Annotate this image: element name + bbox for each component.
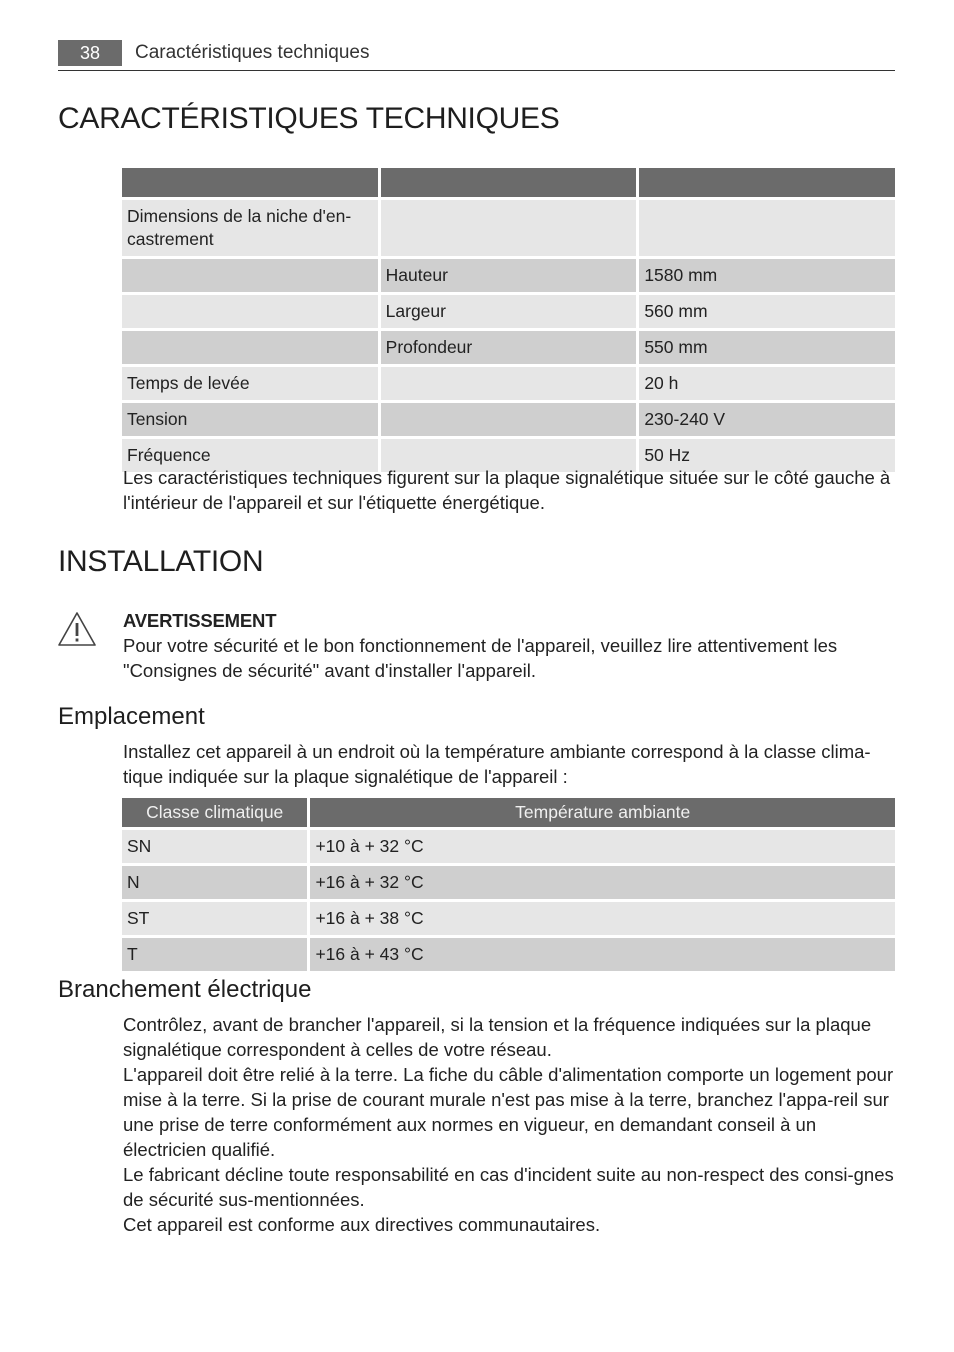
climate-header-temperature: Température ambiante: [310, 798, 895, 827]
table-row: [122, 200, 895, 256]
branchement-text: [123, 1012, 895, 1237]
table-row: [122, 331, 895, 364]
spec-value: 550 mm: [639, 331, 895, 364]
spec-value: 230-240 V: [639, 403, 895, 436]
climate-table-header: [122, 798, 895, 827]
specs-header-cell: [381, 168, 637, 197]
table-row: [122, 295, 895, 328]
subsection-title-emplacement: Emplacement: [58, 703, 205, 730]
specs-header-cell: [122, 168, 378, 197]
table-row: [122, 830, 895, 863]
branchement-paragraph: Cet appareil est conforme aux directives communautaires.: [123, 1214, 601, 1235]
specs-note: Les caractéristiques techniques figurent sur la plaque signalétique située sur le côté gauche à l'intérieur de l'appareil et sur l'étiquette énergétique.: [123, 467, 891, 513]
climate-class: ST: [122, 902, 307, 935]
specs-header-cell: [639, 168, 895, 197]
spec-label: Dimensions de la niche d'en- castrement: [122, 200, 378, 256]
branchement-paragraph: Le fabricant décline toute responsabilité en cas d'incident suite au non-respect des consi-gnes de sécurité sus-mentionnées.: [123, 1164, 894, 1210]
header-rule: [58, 70, 895, 71]
climate-class: SN: [122, 830, 307, 863]
spec-value: 560 mm: [639, 295, 895, 328]
spec-value: [639, 200, 895, 256]
table-row: [122, 938, 895, 971]
spec-value: 50 Hz: [639, 439, 895, 472]
spec-label: [122, 259, 378, 292]
spec-sublabel: [381, 403, 637, 436]
spec-sublabel: [381, 200, 637, 256]
spec-sublabel: Largeur: [381, 295, 637, 328]
climate-class: N: [122, 866, 307, 899]
spec-label: [122, 295, 378, 328]
emplacement-text: Installez cet appareil à un endroit où la température ambiante correspond à la classe clima-tique indiquée sur la plaque signalétique de l'appareil :: [123, 741, 871, 787]
branchement-paragraph: Contrôlez, avant de brancher l'appareil, si la tension et la fréquence indiquées sur la plaque signalétique correspondent à celles de votre réseau.: [123, 1014, 872, 1060]
spec-label: Temps de levée: [122, 367, 378, 400]
warning-text: Pour votre sécurité et le bon fonctionnement de l'appareil, veuillez lire attentivement les "Consignes de sécurité" avant d'installer l'appareil.: [123, 635, 838, 681]
table-row: [122, 403, 895, 436]
branchement-paragraph: L'appareil doit être relié à la terre. La fiche du câble d'alimentation comporte un logement pour mise à la terre. Si la prise de courant murale n'est pas mise à la terre, branchez l'appa-reil sur une prise de terre conformément aux normes en vigueur, en demandant conseil à un électricien qualifié.: [123, 1064, 894, 1160]
climate-temperature: +16 à + 43 °C: [310, 938, 895, 971]
climate-header-class: Classe climatique: [122, 798, 307, 827]
spec-value: 20 h: [639, 367, 895, 400]
warning-triangle-icon: [57, 611, 97, 647]
spec-value: 1580 mm: [639, 259, 895, 292]
table-row: [122, 902, 895, 935]
subsection-title-branchement: Branchement électrique: [58, 976, 312, 1003]
warning-heading: AVERTISSEMENT: [123, 610, 277, 631]
spec-sublabel: Profondeur: [381, 331, 637, 364]
page-number: 38: [58, 40, 122, 66]
climate-temperature: +16 à + 32 °C: [310, 866, 895, 899]
spec-label: Fréquence: [122, 439, 378, 472]
spec-label: Tension: [122, 403, 378, 436]
climate-class: T: [122, 938, 307, 971]
table-row: [122, 866, 895, 899]
spec-sublabel: Hauteur: [381, 259, 637, 292]
table-row: [122, 259, 895, 292]
spec-label: [122, 331, 378, 364]
specs-table: [119, 165, 898, 475]
spec-sublabel: [381, 367, 637, 400]
specs-table-header: [122, 168, 895, 197]
running-title: Caractéristiques techniques: [135, 42, 370, 63]
section-title-specs: CARACTÉRISTIQUES TECHNIQUES: [58, 102, 560, 135]
table-row: [122, 367, 895, 400]
climate-temperature: +16 à + 38 °C: [310, 902, 895, 935]
climate-class-table: [119, 795, 898, 974]
section-title-installation: INSTALLATION: [58, 545, 264, 578]
climate-temperature: +10 à + 32 °C: [310, 830, 895, 863]
